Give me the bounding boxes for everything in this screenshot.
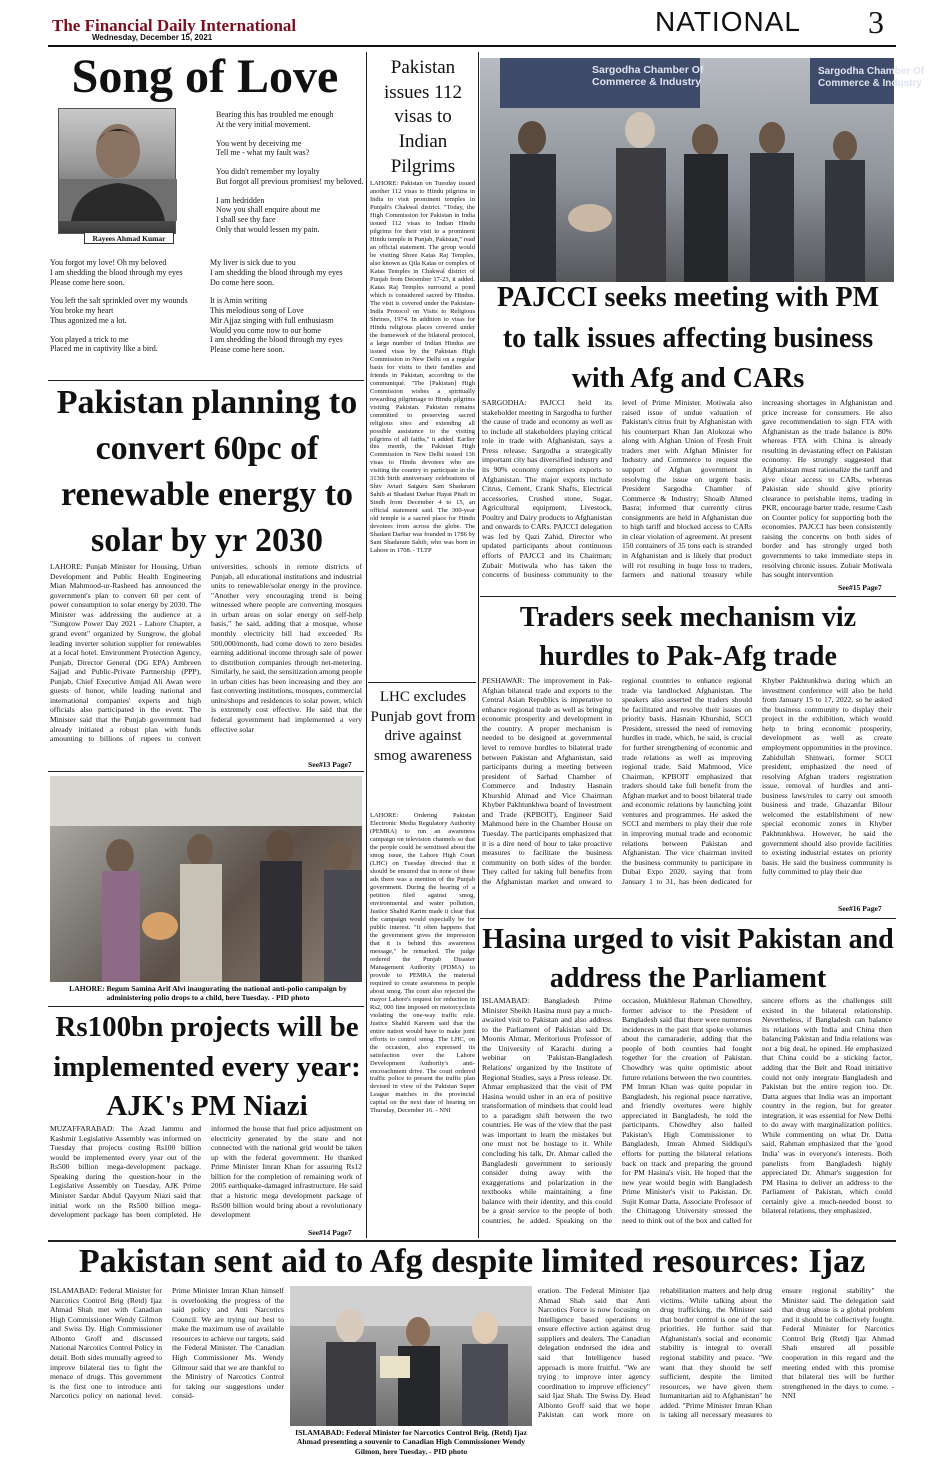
poem-column-right [216,110,364,250]
ajk-more: See#14 Page7 [308,1228,352,1237]
visas-headline: Pakistan issues 112 visas to Indian Pilgrims [384,57,462,177]
traders-body: PESHAWAR: The improvement in Pak-Afghan bilateral trade and exports to the Central Asian Republics is imperative to enhance regional trade as well as bringing economic prosperity and development in the country. A proper mechanism is needed to be designed at governmental level to remove hurdles to bilateral trade between Pakistan and Afghanistan, said participants during a meeting between president of Sarhad Chamber of Commerce and Industry Hasnain Khurshid Ahmad and Vice Chairman Khyber Pakhtunkhwa board of Investment and Trade (KPBOIT), Engineer Said Mahmood here in the Chamber House on Tuesday. The participants emphasized that it is a dire need of hour to take proactive measures to facilitate the business community on both sides of the border. They called for taking full benefits from the Afghanistan market and onward to regional countries to enhance regional trade via landlocked Afghanistan. The speakers also asserted the traders should be facilitated and resolve their issues on priority basis. Hasnain Khurshid, SCCI President, stressed the need of removing hurdles in trade, which, he said, is crucial for further strengthening of economic and trade relations as well as improving regional trade. Said Mahmood, Vice Chairman, KPBOIT emphasized that traders should take full benefit from the Afghan market and to boost bilateral trade and economic relations by launching joint ventures and programmes. He asked the SCCI and members to play their due role in improving mutual trade and economic relations between Pakistan and Afghanistan. The vice chairman invited the business community to participate in Dubai Expo 2020, saying that from January 1 to 31, has been dedicated for Khyber Pakhtunkhwa during which an investment conference will also be held from January 15 to 17, 2022, so he asked the business community to display their project in the exhibition, which would help to bring economic prosperity, development as well as create employment opportunities in the province. Zahidullah Shinwari, former SCCI president, emphasized the need of resolving Afghan traders registration issue, removal of hurdles and anti-business laws/rules to carry out smooth business and trade. Ghazanfar Bilour welcomed the establishment of new special economic zones in Khyber Pakhtunkhwa. However, he said the government should also provide facilities to existing industrial estates on priority basis. He said the business community is fully committed to play their due [482,676,892,886]
banner-line: Commerce & Industry [592,76,702,89]
divider [48,771,364,772]
hasina-headline: Hasina urged to visit Pakistan and address the Parliament [482,924,894,995]
poem-column-left [50,258,202,380]
stanza: You didn't remember my loyalty But forgot all previous promises! my beloved. [216,167,364,186]
divider [480,918,896,919]
stanza: I am bedridden Now you shall enquire about me I shall see thy face Only that would lessen my pain. [216,195,321,234]
polio-photo [50,776,362,982]
stanza: It is Amin writing This melodious song of Love Mir Ajjaz singing with full enthusiasm Would you come now to our home I am shedding the blood through my eyes Please come here soon. [210,296,343,354]
chamber-banner-main [592,64,710,88]
aid-body-right: eration. The Federal Minister Ijaz Ahmad Shah said that Anti Narcotics Force is now focusing on Intelligence based operations to ensure effective action against drug suppliers and dealers. The Canadian delegation endorsed the idea and said that Intelligence based approach is more fruitful. "We are trying to improve inter agency coordination to improve efficiency" said Ijaz Shah. The Swiss Dy. Head Albonto Groff said that we hope Pakistan can work more on rehabilitation matters and help drug victims. While talking about the drug trafficking, the Minister said that border control is one of the top priorities. He further said that Afghanistan's social and economic stability is integral to overall regional stability and peace. "We want that they should be self sufficient, despite the limited resources, we have given them humanitarian aid to Afghanistan" he added. "Prime Minister Imran Khan is taking all necessary measures to ensure regional stability" the Minister said. The delegation said that drug abuse is a global problem and it should be collectively fought. Federal Minister for Narcotics Control Brig (Retd) Ijaz Ahmad Shah ensured all possible cooperation in this regard and the meeting ended with this promise that bilateral ties will be further strengthened in the days to come. - NNI [538,1286,894,1420]
pajcci-headline: PAJCCI seeks meeting with PM to talk issues affecting business with Afg and CARs [496,282,880,395]
traders-more: See#16 Page7 [838,904,882,913]
poem-column-mid [210,258,362,380]
issue-date: Wednesday, December 15, 2021 [92,33,213,42]
masthead-rule [48,45,896,47]
solar-body: LAHORE: Punjab Minister for Housing, Urban Development and Public Health Engineering Mian Mahmood-ur-Rasheed has announced the government's plan to convert 60 per cent of power consumption to solar energy by 2030. The Minister was addressing the audience at a "Sungrow Power Day 2021 - Lahore Chapter, a grand event" organized by Sungrow, the global leading inverter solution supplier for renewables at a local hotel. Environment Protection Agency, Punjab, Director General (DG EPA) Ambreen Sajjad and Public-Private Partnership (PPP), Punjab, Chief Executive Amjad Ali Awan were guests of honor, while leading national and international companies' experts and high officials also participated in the event. The Minister said that the Punjab government had already initiated a robust plan with funds amounting to billions of rupees to convert universities, schools in remote districts of Punjab, all educational institutions and industrial units to renewable/solar energy in the province. "Another very encouraging trend is being witnessed where people are converting mosques in urban areas on solar energy on self-help basis," he said, adding that a mosque, whose monthly electricity bill had exceeded Rs 500,000/month, had come down to zero besides earning additional income through sale of power to distribution companies through net-metering. Similarly, he said, the sensitization among people in urban cities has been increasing and they are fast converting institutions, mosques, commercial units/shops and residences to solar power, which is extremely cost effective. He said that the federal government had implemented a very effective solar [50,562,363,744]
ajk-body: MUZAFFARABAD: The Azad Jammu and Kashmir Legislative Assembly was informed on Tuesday that projects costing Rs100 billion would be implemented every year out of the Rs500 billion mega-development package. Speaking during the question-hour in the Legislative Assembly on Tuesday, AJK Prime Minister Sardar Abdul Qayyum Niazi said that initial work on the Rs500 billion mega-development package has been completed. He informed the house that fuel price adjustment on electricity generated by the state and not connected with the national grid would be taken up with the federal government. He thanked Prime Minister Imran Khan for assuring Rs12 billion for the completion of remaining work of 2005 earthquake-damaged infrastructure. He said that a historic mega development package of Rs500 billion would bring about a revolutionary development [50,1124,362,1220]
pajcci-body: SARGODHA: PAJCCI held its stakeholder meeting in Sargodha to further the cause of trade and economy as well as to include all stakeholders playing critical role in trade with Afghanistan, says a Press release. Sargodha a strategically important city has diversified industry and its 90% economy comprises exports to Afghanistan. The major exports include Citrus, Cement, Crank Shafts, Electrical accessories, Crushed stone, Sugar, Agricultural equipment, Livestock, Poultry and Dairy products to Afghanistan and onwards to CARs. PAJCCI delegation was led by Qazi Zahid, Director who updated participants about continuous efforts of PAJCCI and its Chairman; Zubair Motiwala who has taken the concerns of business community to the level of Prime Minister. Motiwala also raised issue of undue valuation of Pakistan's citrus fruit by Afghanistan with his counterpart Khan Jan Alokozai who along with Afghan Union of Fresh Fruit traders met with Afghan Minister for Industry and Commerce to request the support of Afghan government in resolving the issue on urgent basis. President Sargodha Chamber of Commerce & Industry; Shoaib Ahmed Basra; informed that currently citrus consignments are held in Afghanistan due to high tariff and blocked access to CARs in clear violation of agreement. At present 150 containers of 35 tons each is stranded in Afghanistan and is likely that product will rot resulting in huge loss to traders, farmers and national treasury while increasing shortages in Afghanistan and price increase for consumers. He also gave recommendation to sign FTA with Afghanistan as the trade balance is 80% whereas FTA with China is already resulting in devastating effect on Pakistan economy. He strongly suggested that Afghanistan must rationalize the tariff and give clear access to CARs, whereas Pakistan side should give priority clearance to perishable items, trading in PKR, encourage barter trade, resume Cash on Counter policy for supporting both the economies. PAJCCI has been consistently raising the concerns on both sides of border and has strongly urged both governments to take immediate steps in resolving chronic issues. Zubair Motiwala has sought intervention [482,398,892,580]
aid-scene [290,1286,532,1426]
banner-line: Sargodha Chamber Of [592,64,704,76]
aid-photo [290,1286,532,1426]
divider [368,682,476,683]
author-photo [58,108,176,234]
aid-headline: Pakistan sent aid to Afg despite limited resources: Ijaz [78,1243,866,1280]
stanza: You went by deceiving me Tell me - what my fault was? [216,138,310,158]
polio-scene [50,776,362,982]
divider [480,596,896,597]
pajcci-scene [480,58,925,282]
song-title: Song of Love [71,50,339,103]
traders-headline: Traders seek mechanism viz hurdles to Pak-Afg trade [519,602,857,673]
chamber-banner-side [818,66,925,89]
banner-line: Sargodha Chamber Of [818,66,925,77]
portrait-silhouette [59,109,177,221]
polio-caption: LAHORE: Begum Samina Arif Alvi inaugurating the national anti-polio campaign by administering polio drops to a child, here Tuesday. - PID photo [69,984,347,1003]
stanza: You forgot my love! Oh my beloved I am shedding the blood through my eyes Please come here soon. [50,258,183,287]
hasina-body: ISLAMABAD: Bangladesh Prime Minister Sheikh Hasina must pay a much-awaited visit to Pakistan and also address to the Parliament of Pakistan said Dr. Moonis Ahmar, Meritorious Professor of the University of Karachi during a webinar on 'Pakistan-Bangladesh Relations' organized by the Institute of Regional Studies, says a Press release. Dr. Ahmar emphasized that the visit of PM Hasina would usher in an era of positive transformation of mindsets that could lead to a paradigm shift between the two countries. He was of the view that the past was important to learn the mistakes but one must not be hostage to it. While concluding his talk, Dr. Ahmar called the Bangladesh government to seriously consider doing away with the exaggerations and polarization in the textbooks while maintaining a fine balance with their identity, and this could be a great service to the people of both countries, he added. Speaking on the occasion, Mukhlesur Rahman Chowdhry, former advisor to the President of Bangladesh said that there were numerous incidences in the past that spoke volumes about the camaraderie, adding that the people of both counties had fought together for the creation of Pakistan. Chowdhry was quite optimistic about future relations between the two countries. PM Imran Khan was quite popular in Bangladesh, his regional peace narrative, and friendly overtures were highly appreciated in Bangladesh, he told the participants. Chowdhry also hailed Pakistan's High Commissioner to Bangladesh, Imran Ahmed Siddiqui's efforts for putting the bilateral relations back on track and preparing the ground for PM Hasina's visit. He hoped that the new year would begin with Bangladesh Prime Minister's visit to Pakistan. Dr. Sujit Kumar Datta, Associate Professor of the Chittagong University stressed the need to think out of the box and called for sincere efforts as the challenges still existed in the bilateral relationship. Nevertheless, if Bangladesh can balance its relations with India and China then balancing Pakistan and India relations was not a big deal, he opined. He emphasized that China could be a sticking factor, adding that the Belt and Road initiative could not only integrate Bangladesh and Pakistan but the entire region too. Dr. Datta argues that India was an important country in the region, but for greater integration, it was essential for New Delhi to do away with marginalization politics. While commenting on what Dr. Datta said, Rahman emphasized that the 'good India' was in everyone's interests. Both panelists from Bangladesh highly appreciated Dr. Ahmar's suggestion for PM Hasina to deliver an address to the Parliament of Pakistan, which could certainly give a much-needed boost to bilateral relations, they emphasized. [482,996,892,1225]
page-number: 3 [868,4,884,40]
solar-more: See#13 Page7 [308,760,352,769]
newspaper-name: The Financial Daily International [52,16,297,35]
aid-body-left: ISLAMABAD: Federal Minister for Narcotics Control Brig (Retd) Ijaz Ahmad Shah met with Canadian High Commissioner Wendy Gilmon and Swiss Dy. High Commissioner Albonto Groff and discussed National Narcotics Control Policy in detail. Both sides mutually agreed to improve bilateral ties to fight the menace of drugs. This government is the first one to introduce anti Narcotics policy on national level. Prime Minister Imran Khan himself is overlooking the progress of the said policy and Anti Narcotics Council. We are trying our best to make the maximum use of available resources to achieve our targets, said the Federal Minister. The Canadian High Commissioner Ms. Wendy Gilmour said that we are thankful to the Ministry of Narcotics Control for taking our suggestions under consid- [50,1286,284,1401]
stanza: My liver is sick due to you I am shedding the blood through my eyes Do come here soon. [210,258,343,287]
stanza: You played a trick to me Placed me in captivity like a bird. [50,334,158,354]
lhc-headline: LHC excludes Punjab govt from drive against smog awareness [370,689,476,764]
section-title: NATIONAL [655,6,801,37]
lhc-body: LAHORE: Ordering Pakistan Electronic Media Regulatory Authority (PEMRA) to run an awareness campaign on television channels so that the people could be sensitised about the smog issue, the Lahore High Court (LHC) on Tuesday directed that it should be ensured that in none of these ads there was a mention of the Punjab government. During the hearing of a petition filed against smog, environmental and water pollution, Justice Shahid Karim made it clear that the campaign would especially be for public interest. "It often happens that the government gives the impression that it is behind this awareness message," he remarked. The judge ordered the Punjab Disaster Management Authority (PDMA) to provide to PEMRA the material required to create awareness in people about smog. The court also rejected the mayor Lahore's request for reduction in Rs2, 000 fine imposed on motorcyclists violating the one-way traffic rule. Justice Shahid Kareem said that the entire nation would have to make joint efforts to control smog. The LHC, on the occasion, also expressed its satisfaction over the Lahore Development Authority's anti-encroachment drive. The court ordered traffic police to present the traffic plan devised in view of the Pakistan Super League matches in the provincial capital on the next date of hearing on Thursday, December 16. - NNI [370,812,475,1115]
stanza: Bearing this has troubled me enough At the very initial movement. [216,110,334,129]
pajcci-photo [480,58,925,282]
solar-headline: Pakistan planning to convert 60pc of renewable energy to solar by yr 2030 [56,384,358,559]
aid-caption: ISLAMABAD: Federal Minister for Narcotics Control Brig. (Retd) Ijaz Ahmad presenting a souvenir to Canadian High Commissioner Wendy Gilmon, here Tuesday. - PID photo [295,1428,527,1456]
ajk-headline: Rs100bn projects will be implemented every year: AJK's PM Niazi [53,1011,361,1123]
column-rule [478,52,479,1238]
divider [48,1006,364,1007]
banner-line: Commerce & Industry [818,77,922,89]
column-rule [366,52,367,1238]
author-name-box: Rayees Ahmad Kumar [84,232,174,244]
pajcci-more: See#15 Page7 [838,583,882,592]
stanza: You left the salt sprinkled over my wounds You broke my heart Thus agonized me a lot. [50,296,188,325]
visas-body: LAHORE: Pakistan on Tuesday issued another 112 visas to Hindu pilgrims in India to visit prominent temples in Punjab's Chakwal district. "Today, the High Commission for Pakistan in India issued 112 visas to Indian Hindu pilgrims for their visit to a prominent Hindu temple in Punjab, Pakistan," read an official statement. The group would be visiting Shree Katas Raj Temples, also known as Qila Katas or complex of Katas Temples in Chakwal district of Punjab from December 17-23, it added. Katas Raj Temples surround a pond which is considered sacred by Hindus. The visit is covered under the Pakistan-India Protocol on Visits to Religious Shrines, 1974. In addition to visas for Hindu religious places covered under the framework of the bilateral protocol, a large number of Indian Hindus are issued visas by the Pakistan High Commission in New Delhi on a regular basis for visits to their families and friends in Pakistan, according to the communiqué. "The [Pakistan] High Commission wishes a spiritually rewarding pilgrimage to Hindu pilgrims visiting Pakistan. Pakistan remains committed to preserving sacred religious sites and extending all possible assistance to the visiting pilgrims of all faiths," it added. Earlier this month, the Pakistan High Commission in New Delhi issued 136 visas to Hindu devotees who are visiting the country to participate in the 313th birth anniversary celebrations of Shiv Avtari Satguru Sant Shadaram Sahib at Shadani Darbar Hayat Pitafi in Sindh from December 4 to 15, an official statement said. The 300-year old temple is a sacred place for Hindu devotees from across the globe. The Shadani Darbar was founded in 1786 by Sant Shadaram Sahib, who was born in Lahore in 1708. - TLTP [370,180,475,555]
